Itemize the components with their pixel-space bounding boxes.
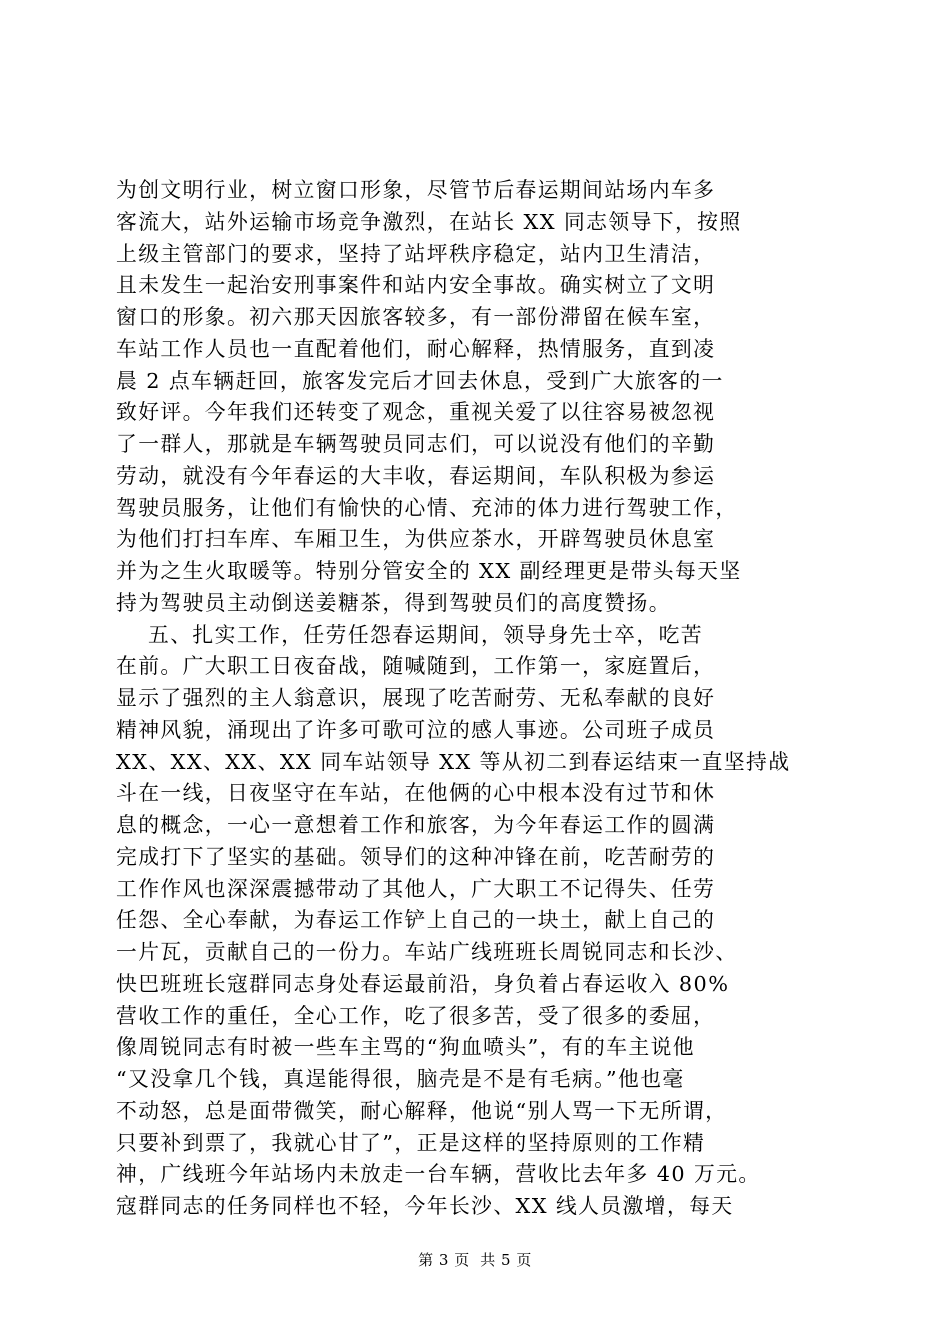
text-line: “又没拿几个钱，真逞能得很，脑壳是不是有毛病。”他也毫 — [116, 1067, 685, 1091]
text-line: 劳动，就没有今年春运的大丰收，春运期间，车队积极为参运 — [116, 463, 716, 488]
text-line: 斗在一线，日夜坚守在车站，在他俩的心中根本没有过节和休 — [116, 781, 716, 806]
text-line: 快巴班班长寇群同志身处春运最前沿，身负着占春运收入 80% — [116, 971, 730, 996]
text-line: 营收工作的重任，全心工作，吃了很多苦，受了很多的委屈， — [116, 1003, 716, 1028]
text-line: 完成打下了坚实的基础。领导们的这种冲锋在前，吃苦耐劳的 — [116, 844, 716, 869]
text-line: XX、XX、XX、XX 同车站领导 XX 等从初二到春运结束一直坚持战 — [116, 749, 791, 774]
text-line: 工作作风也深深震撼带动了其他人，广大职工不记得失、任劳 — [116, 876, 716, 901]
text-line: 像周锐同志有时被一些车主骂的“狗血喷头”，有的车主说他 — [116, 1035, 695, 1060]
text-line: 晨 2 点车辆赶回，旅客发完后才回去休息，受到广大旅客的一 — [116, 368, 724, 393]
text-line: 致好评。今年我们还转变了观念，重视关爱了以往容易被忽视 — [116, 400, 716, 425]
text-line: 为创文明行业，树立窗口形象，尽管节后春运期间站场内车多 — [116, 178, 716, 202]
text-line: 神，广线班今年站场内未放走一台车辆，营收比去年多 40 万元。 — [116, 1162, 761, 1187]
text-line: 息的概念，一心一意想着工作和旅客，为今年春运工作的圆满 — [116, 813, 716, 837]
body-text — [116, 175, 856, 1223]
text-line: 且未发生一起治安刑事案件和站内安全事故。确实树立了文明 — [116, 273, 716, 298]
text-line: 驾驶员服务，让他们有愉快的心情、充沛的体力进行驾驶工作， — [116, 495, 738, 520]
text-line: 车站工作人员也一直配着他们，耐心解释，热情服务，直到凌 — [116, 336, 716, 361]
text-line: 窗口的形象。初六那天因旅客较多，有一部份滞留在候车室， — [116, 305, 716, 329]
text-line: 显示了强烈的主人翁意识，展现了吃苦耐劳、无私奉献的良好 — [116, 686, 716, 710]
text-line: 寇群同志的任务同样也不轻，今年长沙、XX 线人员激增，每天 — [116, 1194, 734, 1218]
page-number-footer: 第 3 页 共 5 页 — [418, 1251, 532, 1269]
text-line: 并为之生火取暖等。特别分管安全的 XX 副经理更是带头每天坚 — [116, 559, 742, 583]
text-line: 一片瓦，贡献自己的一份力。车站广线班班长周锐同志和长沙、 — [116, 940, 738, 964]
text-line: 只要补到票了，我就心甘了”，正是这样的坚持原则的工作精 — [116, 1130, 706, 1155]
text-line: 了一群人，那就是车辆驾驶员同志们，可以说没有他们的辛勤 — [116, 432, 716, 456]
text-line: 上级主管部门的要求，坚持了站坪秩序稳定，站内卫生清洁， — [116, 241, 716, 266]
paragraph-start-line: 五、扎实工作，任劳任怨春运期间，领导身先士卒，吃苦 — [116, 622, 703, 647]
text-line: 在前。广大职工日夜奋战，随喊随到，工作第一，家庭置后， — [116, 654, 716, 679]
text-line: 客流大，站外运输市场竞争激烈，在站长 XX 同志领导下，按照 — [116, 209, 742, 234]
text-line: 持为驾驶员主动倒送姜糖茶，得到驾驶员们的高度赞扬。 — [116, 590, 671, 615]
text-line: 不动怒，总是面带微笑，耐心解释，他说“别人骂一下无所谓， — [116, 1098, 728, 1123]
text-line: 精神风貌，涌现出了许多可歌可泣的感人事迹。公司班子成员 — [116, 717, 716, 742]
text-line: 任怨、全心奉献，为春运工作铲上自己的一块土，献上自己的 — [116, 908, 716, 933]
text-line: 为他们打扫车库、车厢卫生，为供应茶水，开辟驾驶员休息室 — [116, 527, 716, 552]
